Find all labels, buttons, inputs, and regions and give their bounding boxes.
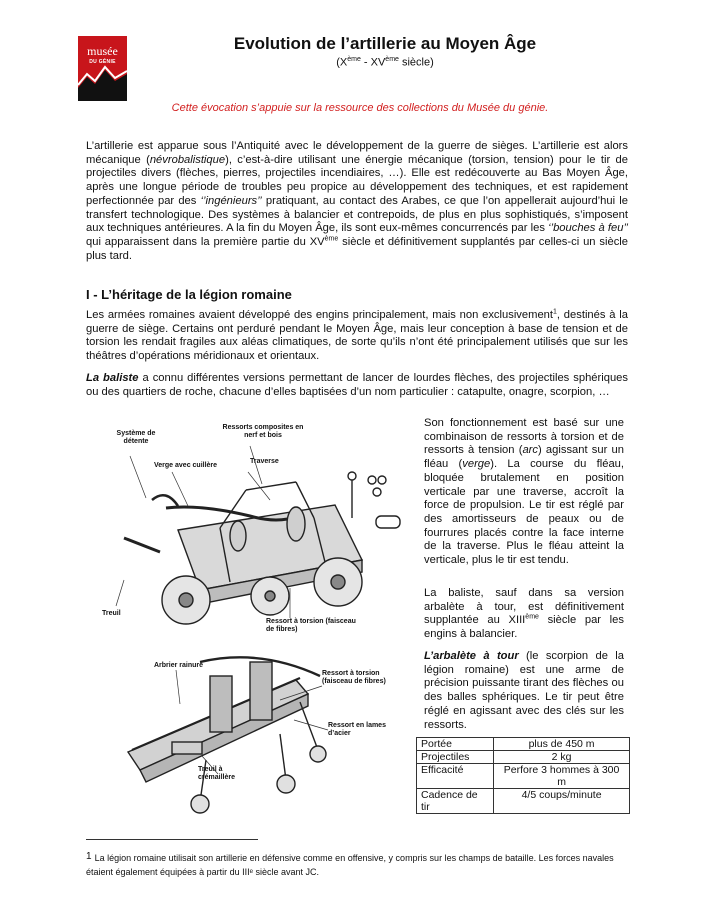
arbalete-paragraph: L’arbalète à tour (le scorpion de la légion romaine) est une arme de précision puissante tirant des flèches ou des balles sphériques. Le tir peut être réglé en agissant avec des clés sur les ressorts. <box>424 650 624 731</box>
spec-value: 2 kg <box>494 751 630 764</box>
spec-row <box>417 789 630 814</box>
spec-value: 4/5 coups/minute <box>494 789 630 814</box>
baliste-paragraph: La baliste a connu différentes versions permettant de lancer de lourdes flèches, des projectiles sphériques ou des quartiers de roche, chacune d’elles baptisées d’un nom particulier : catapulte, onagre, scorpion, … <box>86 372 629 398</box>
spec-row <box>417 764 630 789</box>
baliste-supplantee-paragraph: La baliste, sauf dans sa version arbalète à tour, est définitivement supplantée au XIIIème siècle par les engins à balancier. <box>424 587 624 641</box>
logo-line-2: DU GÉNIE <box>89 59 116 65</box>
label-ressorts-composites: Ressorts composites en nerf et bois <box>222 424 304 439</box>
arbalete-spec-table <box>416 737 630 814</box>
label-ressort-torsion-2: Ressort à torsion (faisceau de fibres) <box>322 670 386 685</box>
fonctionnement-paragraph: Son fonctionnement est basé sur une combinaison de ressorts à torsion et de ressorts à tension (arc) agissant sur un fléau (verge). La course du fléau, bloquée brutalement en position verticale par une traverse, accroît la force de propulsion. Le tir est réglé par des amortisseurs de peaux ou de fourrures placés contre la face interne de la traverse. Plus le fléau atteint la verticale, plus le tir est tendu. <box>424 417 625 567</box>
label-ressort-torsion: Ressort à torsion (faisceau de fibres) <box>266 618 356 633</box>
label-treuil-cremaillere: Treuil à crémaillère <box>198 766 235 781</box>
label-arbrier-rainure: Arbrier rainuré <box>154 662 204 669</box>
spec-label: Projectiles <box>417 751 494 764</box>
baliste-illustration <box>100 420 410 642</box>
logo-line-1: musée <box>87 44 118 58</box>
label-treuil: Treuil <box>102 610 121 617</box>
section-paragraph-1: Les armées romaines avaient développé des engins principalement, mais non exclusivement$^1$, destinés à la guerre de siège. Certains ont perduré pendant le Moyen Âge, mais leur conception à base de tension et de torsion les rendait fragiles aux aléas climatiques, de sorte qu’ils n’ont été principalement utilisés que sur les théâtres d’opérations méridionaux et orientaux. <box>86 308 628 363</box>
spec-row <box>417 738 630 751</box>
label-traverse: Traverse <box>250 458 279 465</box>
baliste-drawing <box>100 420 410 642</box>
spec-row <box>417 751 630 764</box>
label-ressort-lames: Ressort en lames d’acier <box>328 722 386 737</box>
page-subtitle: (Xème - XVème siècle) <box>336 56 434 69</box>
arbalete-illustration <box>110 642 400 820</box>
musee-du-genie-logo <box>78 36 127 101</box>
spec-label: Portée <box>417 738 494 751</box>
footnote: 1 La légion romaine utilisait son artillerie en défensive comme en offensive, y compris sur les champs de bataille. Les forces navales étaient également équipées à partir du IIIᵉ siècle avant JC. <box>86 851 614 877</box>
page-title: Evolution de l’artillerie au Moyen Âge <box>233 34 537 53</box>
spec-value: Perfore 3 hommes à 300 m <box>494 764 630 789</box>
footnote-separator <box>86 839 258 840</box>
spec-label: Efficacité <box>417 764 494 789</box>
label-systeme-detente: Système de détente <box>116 430 156 445</box>
section-heading: I - L’héritage de la légion romaine <box>86 287 292 302</box>
intro-paragraph: L’artillerie est apparue sous l’Antiquité avec le développement de la guerre de sièges. L’artillerie est alors mécanique (névrobalistique), c’est-à-dire utilisant une énergie mécanique (torsion, tension) pour le tir de projectiles divers (flèches, pierres, projectiles incendiaires, …). Elle est redécouverte au Bas Moyen Âge, après une longue période de troubles peu propice au développement des techniques, et est rapidement perfectionnée par des ‘’ingénieurs’’ pratiquant, au contact des Arabes, ce que l’on appellerait aujourd’hui le transfert technologique. Des systèmes à balancier et contrepoids, de plus en plus sophistiqués, s’imposent aux techniques antérieures. A la fin du Moyen Âge, ils sont eux-mêmes concurrencés par les ‘’bouches à feu’’ qui apparaissent dans la première partie du XVème siècle et définitivement supplantés par celles-ci un siècle plus tard. <box>86 140 628 262</box>
spec-label: Cadence de tir <box>417 789 494 814</box>
logo-mountain-graphic <box>78 36 127 101</box>
source-note: Cette évocation s’appuie sur la ressource des collections du Musée du génie. <box>171 102 549 114</box>
label-verge-cuillere: Verge avec cuillère <box>154 462 218 469</box>
spec-value: plus de 450 m <box>494 738 630 751</box>
